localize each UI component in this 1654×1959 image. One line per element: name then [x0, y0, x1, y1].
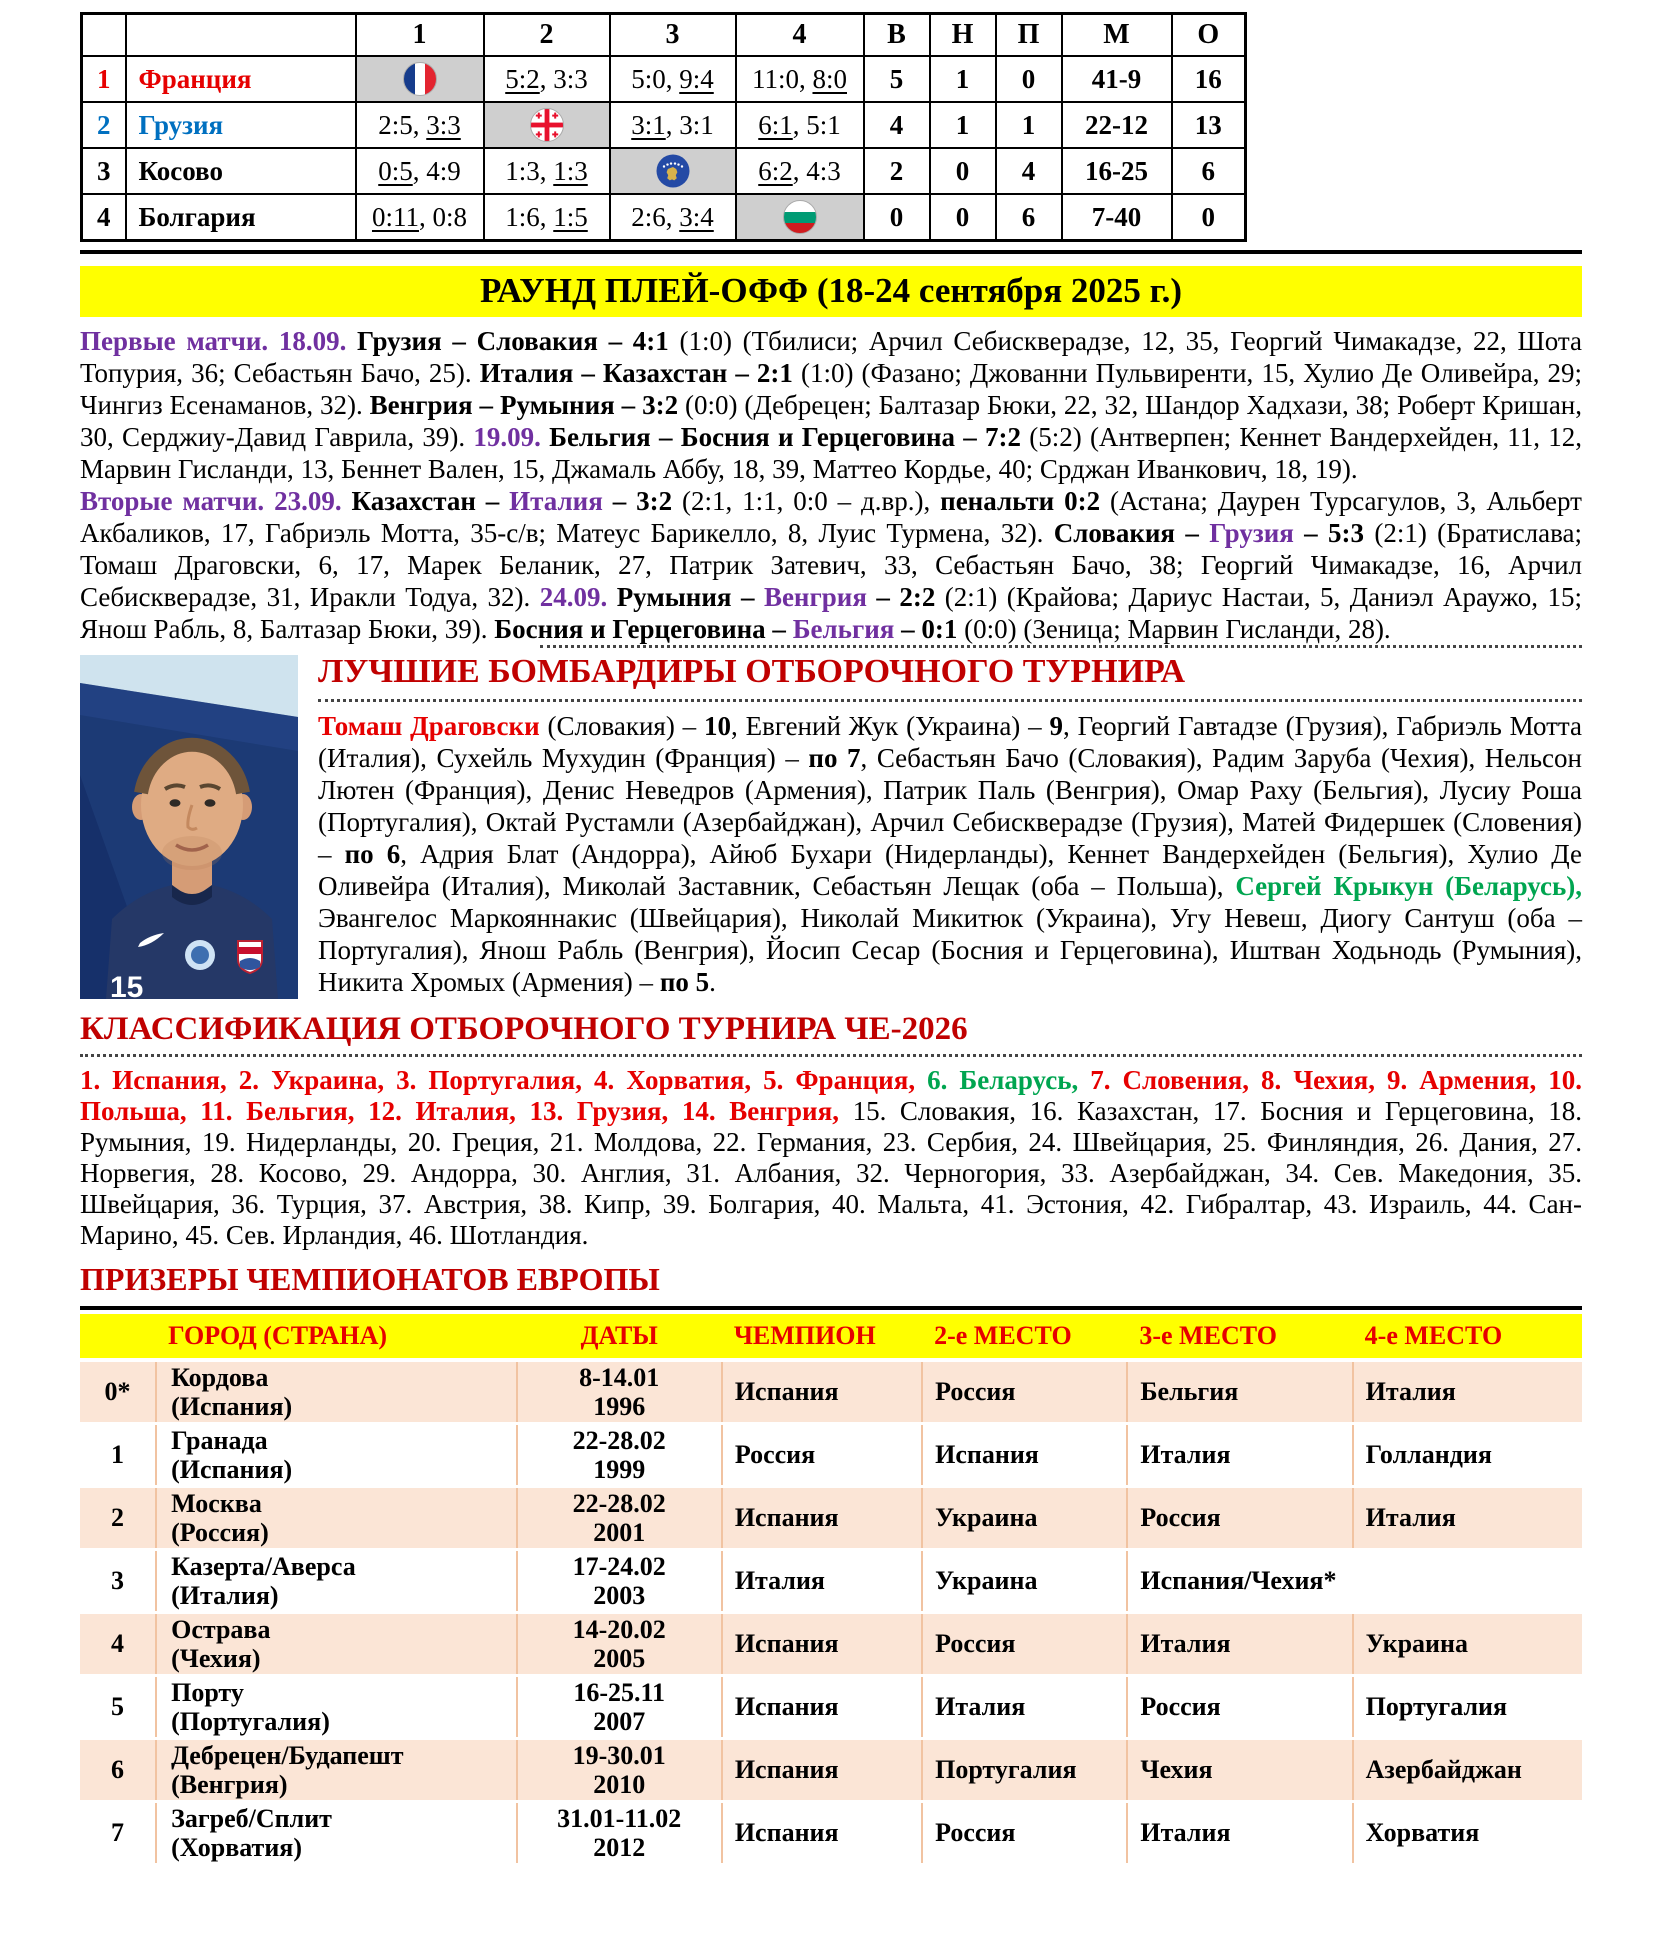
prize-winners-heading: ПРИЗЕРЫ ЧЕМПИОНАТОВ ЕВРОПЫ: [80, 1261, 660, 1297]
text-segment: Сергей Крыкун (Беларусь),: [1235, 871, 1582, 901]
prize-row: [80, 1676, 1582, 1739]
prize-row: [80, 1424, 1582, 1487]
standings-col-header: 4: [736, 14, 864, 57]
third-place-cell: Италия: [1127, 1424, 1352, 1487]
points-cell: 6: [1172, 148, 1246, 194]
classification-paragraph: [80, 1065, 1582, 1251]
text-segment: по 7: [808, 743, 861, 773]
svg-text:15: 15: [110, 971, 144, 999]
text-segment: Томаш Драговски: [318, 711, 548, 741]
score: 2:6,: [631, 201, 680, 232]
host-city-cell: Гранада (Испания): [156, 1424, 516, 1487]
standings-col-header: [82, 14, 126, 57]
score: , 3:1: [665, 109, 714, 140]
score: 3:3: [426, 109, 461, 140]
losses-cell: 0: [996, 56, 1062, 102]
prize-col-header: ГОРОД (СТРАНА): [156, 1314, 516, 1360]
text-segment: по 6: [344, 839, 401, 869]
fourth-place-cell: Италия: [1353, 1487, 1582, 1550]
edition-number-cell: 5: [80, 1676, 156, 1739]
top-scorers-heading: ЛУЧШИЕ БОМБАРДИРЫ ОТБОРОЧНОГО ТУРНИРА: [318, 649, 1582, 702]
team-name-cell: Болгария: [126, 194, 356, 241]
fourth-place-cell: Италия: [1353, 1360, 1582, 1424]
text-segment: Первые матчи. 18.09.: [80, 326, 358, 356]
draws-cell: 0: [930, 148, 996, 194]
text-segment: (0:0) (Зеница; Марвин Гисланди, 28).: [964, 614, 1391, 644]
draws-cell: 0: [930, 194, 996, 241]
prize-col-header: ЧЕМПИОН: [722, 1314, 922, 1360]
score: 5:0,: [631, 63, 680, 94]
host-city-cell: Загреб/Сплит (Хорватия): [156, 1802, 516, 1865]
prize-header-row: [80, 1314, 1582, 1360]
third-place-cell: Чехия: [1127, 1739, 1352, 1802]
score: , 3:3: [539, 63, 588, 94]
text-segment: Казахстан –: [351, 486, 510, 516]
text-segment: 19.09.: [473, 422, 550, 452]
edition-number-cell: 7: [80, 1802, 156, 1865]
standings-row: [82, 56, 1246, 102]
score-cell: [484, 56, 610, 102]
score: 3:4: [679, 201, 714, 232]
second-place-cell: Россия: [922, 1613, 1127, 1676]
host-city-cell: Дебрецен/Будапешт (Венгрия): [156, 1739, 516, 1802]
prize-col-header: 3-е МЕСТО: [1127, 1314, 1352, 1360]
standings-col-header: О: [1172, 14, 1246, 57]
score-cell: [356, 102, 484, 148]
second-matches-paragraph: [80, 485, 1582, 645]
score: 6:2: [758, 155, 793, 186]
score: 2:5,: [378, 109, 427, 140]
text-segment: – 2:2: [866, 582, 945, 612]
second-place-cell: Португалия: [922, 1739, 1127, 1802]
self-flag-cell: [484, 102, 610, 148]
prize-row: [80, 1739, 1582, 1802]
text-segment: Бельгия: [792, 614, 895, 644]
text-segment: Италия: [509, 486, 603, 516]
third-place-cell: Россия: [1127, 1487, 1352, 1550]
wins-cell: 0: [864, 194, 930, 241]
self-flag-cell: [610, 148, 736, 194]
wins-cell: 4: [864, 102, 930, 148]
dates-cell: 8-14.01 1996: [517, 1360, 722, 1424]
fourth-place-cell: Голландия: [1353, 1424, 1582, 1487]
standings-col-header: В: [864, 14, 930, 57]
third-place-cell: Испания/Чехия*: [1127, 1550, 1582, 1613]
score-cell: [610, 194, 736, 241]
text-segment: Италия – Казахстан – 2:1: [479, 358, 801, 388]
position-cell: 4: [82, 194, 126, 241]
score: , 0:8: [418, 201, 467, 232]
text-segment: (2:1) (Братислава; Томаш Драговски, 6, 17, Марек Беланик, 27, Патрик Затевич, 33, Себастьян Бачо, 38; Георгий Чимакадзе, 16, Арчил Себискверадзе, 31, Иракли Тодуа, 32).: [80, 518, 1582, 612]
text-segment: , Себастьян Бачо (Словакия), Радим Заруба (Чехия), Нельсон Лютен (Франция), Денис Неведров (Армения), Патрик Паль (Венгрия), Омар Раху (Бельгия), Лусиу Роша (Португалия), Октай Рустамли (Азербайджан), Арчил Себискверадзе (Грузия), Матей Фидершек (Словения) –: [318, 743, 1582, 869]
second-place-cell: Италия: [922, 1676, 1127, 1739]
points-cell: 16: [1172, 56, 1246, 102]
prize-col-header: 4-е МЕСТО: [1353, 1314, 1582, 1360]
fourth-place-cell: Хорватия: [1353, 1802, 1582, 1865]
score-cell: [484, 148, 610, 194]
classification-heading: КЛАССИФИКАЦИЯ ОТБОРОЧНОГО ТУРНИРА ЧЕ-2026: [80, 1011, 1582, 1057]
champion-cell: Испания: [722, 1676, 922, 1739]
draws-cell: 1: [930, 56, 996, 102]
text-segment: 10: [704, 711, 732, 741]
goals-cell: 41-9: [1062, 56, 1172, 102]
france-flag-icon: [403, 62, 437, 96]
text-segment: (Астана; Даурен Турсагулов, 3, Альберт Акбаликов, 17, Габриэль Мотта, 35-с/в; Матеус Барикелло, 8, Луис Турмена, 32).: [80, 486, 1582, 548]
prize-col-header: [80, 1314, 156, 1360]
text-segment: .: [709, 967, 716, 997]
score: 0:5: [378, 155, 413, 186]
text-segment: (0:0) (Дебрецен; Балтазар Бюки, 22, 32, Шандор Хадхази, 38; Роберт Кришан, 30, Серджиу-Давид Гаврила, 39).: [80, 390, 1583, 452]
score: 5:2: [505, 63, 540, 94]
score: , 4:3: [792, 155, 841, 186]
team-name-cell: Косово: [126, 148, 356, 194]
prize-body: [80, 1360, 1582, 1865]
dates-cell: 14-20.02 2005: [517, 1613, 722, 1676]
third-place-cell: Россия: [1127, 1676, 1352, 1739]
prize-row: [80, 1802, 1582, 1865]
text-segment: – 0:1: [894, 614, 965, 644]
dotted-separator: [540, 645, 1582, 648]
edition-number-cell: 6: [80, 1739, 156, 1802]
prize-table-top-border: [80, 1306, 1582, 1310]
standings-row: [82, 102, 1246, 148]
text-segment: , Адрия Блат (Андорра), Айюб Бухари (Нидерланды), Кеннет Вандерхейден (Бельгия), Хулио Де Оливейра (Италия), Миколай Заставник, Себастьян Лещак (оба – Польша),: [318, 839, 1583, 901]
score-cell: [736, 102, 864, 148]
second-place-cell: Украина: [922, 1550, 1127, 1613]
standings-col-header: 1: [356, 14, 484, 57]
fourth-place-cell: Украина: [1353, 1613, 1582, 1676]
text-segment: 7. Словения, 8. Чехия, 9. Армения, 10. Польша, 11. Бельгия, 12. Италия, 13. Грузия, 14. Венгрия,: [80, 1065, 1583, 1126]
text-segment: пенальти 0:2: [940, 486, 1110, 516]
top-scorers-section: [80, 649, 1582, 1003]
host-city-cell: Острава (Чехия): [156, 1613, 516, 1676]
text-segment: (2:1) (Крайова; Дариус Настаи, 5, Даниэл Араужо, 15; Янош Рабль, 8, Балтазар Бюки, 39).: [80, 582, 1582, 644]
losses-cell: 4: [996, 148, 1062, 194]
text-segment: , Евгений Жук (Украина) –: [731, 711, 1050, 741]
first-matches-paragraph: [80, 325, 1582, 485]
host-city-cell: Казерта/Аверса (Италия): [156, 1550, 516, 1613]
text-segment: 9: [1049, 711, 1063, 741]
score: 9:4: [679, 63, 714, 94]
text-segment: Бельгия – Босния и Герцеговина – 7:2: [549, 422, 1030, 452]
text-segment: (1:0) (Тбилиси; Арчил Себискверадзе, 12, 35, Георгий Чимакадзе, 22, Шота Топурия, 36; Себастьян Бачо, 25).: [80, 326, 1582, 388]
fourth-place-cell: Азербайджан: [1353, 1739, 1582, 1802]
text-segment: Грузия – Словакия – 4:1: [357, 326, 680, 356]
wins-cell: 2: [864, 148, 930, 194]
second-place-cell: Россия: [922, 1360, 1127, 1424]
dates-cell: 17-24.02 2003: [517, 1550, 722, 1613]
standings-row: [82, 148, 1246, 194]
standings-header-row: [82, 14, 1246, 57]
champion-cell: Испания: [722, 1613, 922, 1676]
host-city-cell: Москва (Россия): [156, 1487, 516, 1550]
losses-cell: 1: [996, 102, 1062, 148]
position-cell: 2: [82, 102, 126, 148]
score-cell: [736, 56, 864, 102]
text-segment: (5:2) (Антверпен; Кеннет Вандерхейден, 11, 12, Марвин Гисланди, 13, Беннет Вален, 15, Джамаль Аббу, 18, 39, Маттео Кордье, 40; Срджан Иванкович, 18, 19).: [80, 422, 1583, 484]
playoff-banner: РАУНД ПЛЕЙ-ОФФ (18-24 сентября 2025 г.): [80, 266, 1582, 317]
self-flag-cell: [356, 56, 484, 102]
score: 8:0: [812, 63, 847, 94]
standings-body: [82, 56, 1246, 241]
dates-cell: 19-30.01 2010: [517, 1739, 722, 1802]
standings-col-header: 3: [610, 14, 736, 57]
score-cell: [356, 194, 484, 241]
bulgaria-flag-icon: [783, 200, 817, 234]
score-cell: [484, 194, 610, 241]
goals-cell: 7-40: [1062, 194, 1172, 241]
score: 11:0,: [751, 63, 813, 94]
prize-col-header: ДАТЫ: [517, 1314, 722, 1360]
score-cell: [610, 56, 736, 102]
champion-cell: Италия: [722, 1550, 922, 1613]
score: , 5:1: [792, 109, 841, 140]
player-photo-illustration: [80, 655, 298, 999]
score: , 4:9: [412, 155, 461, 186]
text-segment: 24.09.: [539, 582, 617, 612]
text-segment: (Словакия) –: [547, 711, 705, 741]
dates-cell: 22-28.02 2001: [517, 1487, 722, 1550]
text-segment: Словакия –: [1053, 518, 1210, 548]
points-cell: 0: [1172, 194, 1246, 241]
score: 1:3,: [505, 155, 554, 186]
dates-cell: 31.01-11.02 2012: [517, 1802, 722, 1865]
dates-cell: 22-28.02 1999: [517, 1424, 722, 1487]
standings-table: [80, 12, 1247, 242]
text-segment: Венгрия: [763, 582, 867, 612]
prize-row: [80, 1360, 1582, 1424]
georgia-flag-icon: [530, 108, 564, 142]
champion-cell: Россия: [722, 1424, 922, 1487]
text-segment: – 3:2: [602, 486, 682, 516]
second-place-cell: Испания: [922, 1424, 1127, 1487]
text-segment: (1:0) (Фазано; Джованни Пульвиренти, 15, Хулио Де Оливейра, 29; Чингиз Есенаманов, 32).: [80, 358, 1583, 420]
prize-col-header: 2-е МЕСТО: [922, 1314, 1127, 1360]
section-divider-line: [80, 250, 1582, 254]
text-segment: – 5:3: [1293, 518, 1375, 548]
edition-number-cell: 4: [80, 1613, 156, 1676]
self-flag-cell: [736, 194, 864, 241]
standings-col-header: 2: [484, 14, 610, 57]
text-segment: 15. Словакия, 16. Казахстан, 17. Босния и Герцеговина, 18. Румыния, 19. Нидерланды, 20. Греция, 21. Молдова, 22. Германия, 23. Сербия, 24. Швейцария, 25. Финляндия, 26. Дания, 27. Норвегия, 28. Косово, 29. Андорра, 30. Англия, 31. Албания, 32. Черногория, 33. Азербайджан, 34. Сев. Македония, 35. Швейцария, 36. Турция, 37. Австрия, 38. Кипр, 39. Болгария, 40. Мальта, 41. Эстония, 42. Гибралтар, 43. Израиль, 44. Сан-Марино, 45. Сев. Ирландия, 46. Шотландия.: [80, 1096, 1582, 1250]
text-segment: Босния и Герцеговина –: [494, 614, 793, 644]
score: 1:3: [553, 155, 588, 186]
score: 1:6,: [505, 201, 554, 232]
score: 6:1: [758, 109, 793, 140]
second-place-cell: Украина: [922, 1487, 1127, 1550]
edition-number-cell: 3: [80, 1550, 156, 1613]
champion-cell: Испания: [722, 1802, 922, 1865]
points-cell: 13: [1172, 102, 1246, 148]
champion-cell: Испания: [722, 1487, 922, 1550]
score: 0:11: [371, 201, 419, 232]
position-cell: 3: [82, 148, 126, 194]
goals-cell: 22-12: [1062, 102, 1172, 148]
kosovo-flag-icon: [656, 154, 690, 188]
score-cell: [610, 102, 736, 148]
edition-number-cell: 2: [80, 1487, 156, 1550]
dates-cell: 16-25.11 2007: [517, 1676, 722, 1739]
text-segment: Грузия: [1209, 518, 1294, 548]
score: 3:1: [631, 109, 666, 140]
top-scorers-paragraph: [80, 710, 1582, 998]
second-place-cell: Россия: [922, 1802, 1127, 1865]
third-place-cell: Бельгия: [1127, 1360, 1352, 1424]
edition-number-cell: 0*: [80, 1360, 156, 1424]
host-city-cell: Порту (Португалия): [156, 1676, 516, 1739]
score: 1:5: [553, 201, 588, 232]
text-segment: Венгрия – Румыния – 3:2: [369, 390, 685, 420]
prize-row: [80, 1613, 1582, 1676]
score-cell: [736, 148, 864, 194]
draws-cell: 1: [930, 102, 996, 148]
player-photo: [80, 655, 298, 999]
text-segment: по 5: [659, 967, 710, 997]
text-segment: 1. Испания, 2. Украина, 3. Португалия, 4. Хорватия, 5. Франция,: [80, 1065, 928, 1095]
text-segment: 6. Беларусь,: [927, 1065, 1091, 1095]
prize-row: [80, 1487, 1582, 1550]
score-cell: [356, 148, 484, 194]
standings-row: [82, 194, 1246, 241]
fourth-place-cell: Португалия: [1353, 1676, 1582, 1739]
standings-col-header: П: [996, 14, 1062, 57]
third-place-cell: Италия: [1127, 1613, 1352, 1676]
prize-winners-table: [80, 1314, 1582, 1866]
team-name-cell: Грузия: [126, 102, 356, 148]
team-name-cell: Франция: [126, 56, 356, 102]
goals-cell: 16-25: [1062, 148, 1172, 194]
text-segment: Румыния –: [616, 582, 764, 612]
standings-col-header: М: [1062, 14, 1172, 57]
champion-cell: Испания: [722, 1360, 922, 1424]
third-place-cell: Италия: [1127, 1802, 1352, 1865]
prize-row: [80, 1550, 1582, 1613]
wins-cell: 5: [864, 56, 930, 102]
text-segment: , Георгий Гавтадзе (Грузия), Габриэль Мотта (Италия), Сухейль Мухудин (Франция) –: [318, 711, 1582, 773]
edition-number-cell: 1: [80, 1424, 156, 1487]
host-city-cell: Кордова (Испания): [156, 1360, 516, 1424]
standings-col-header: Н: [930, 14, 996, 57]
text-segment: Вторые матчи. 23.09.: [80, 486, 352, 516]
text-segment: (2:1, 1:1, 0:0 – д.вр.),: [681, 486, 941, 516]
standings-col-header: [126, 14, 356, 57]
losses-cell: 6: [996, 194, 1062, 241]
position-cell: 1: [82, 56, 126, 102]
text-segment: Эвангелос Маркояннакис (Швейцария), Николай Микитюк (Украина), Угу Невеш, Диогу Сантуш (оба – Португалия), Янош Рабль (Венгрия), Йосип Сесар (Босния и Герцеговина), Иштван Ходьнодь (Румыния), Никита Хромых (Армения) –: [318, 903, 1582, 997]
champion-cell: Испания: [722, 1739, 922, 1802]
